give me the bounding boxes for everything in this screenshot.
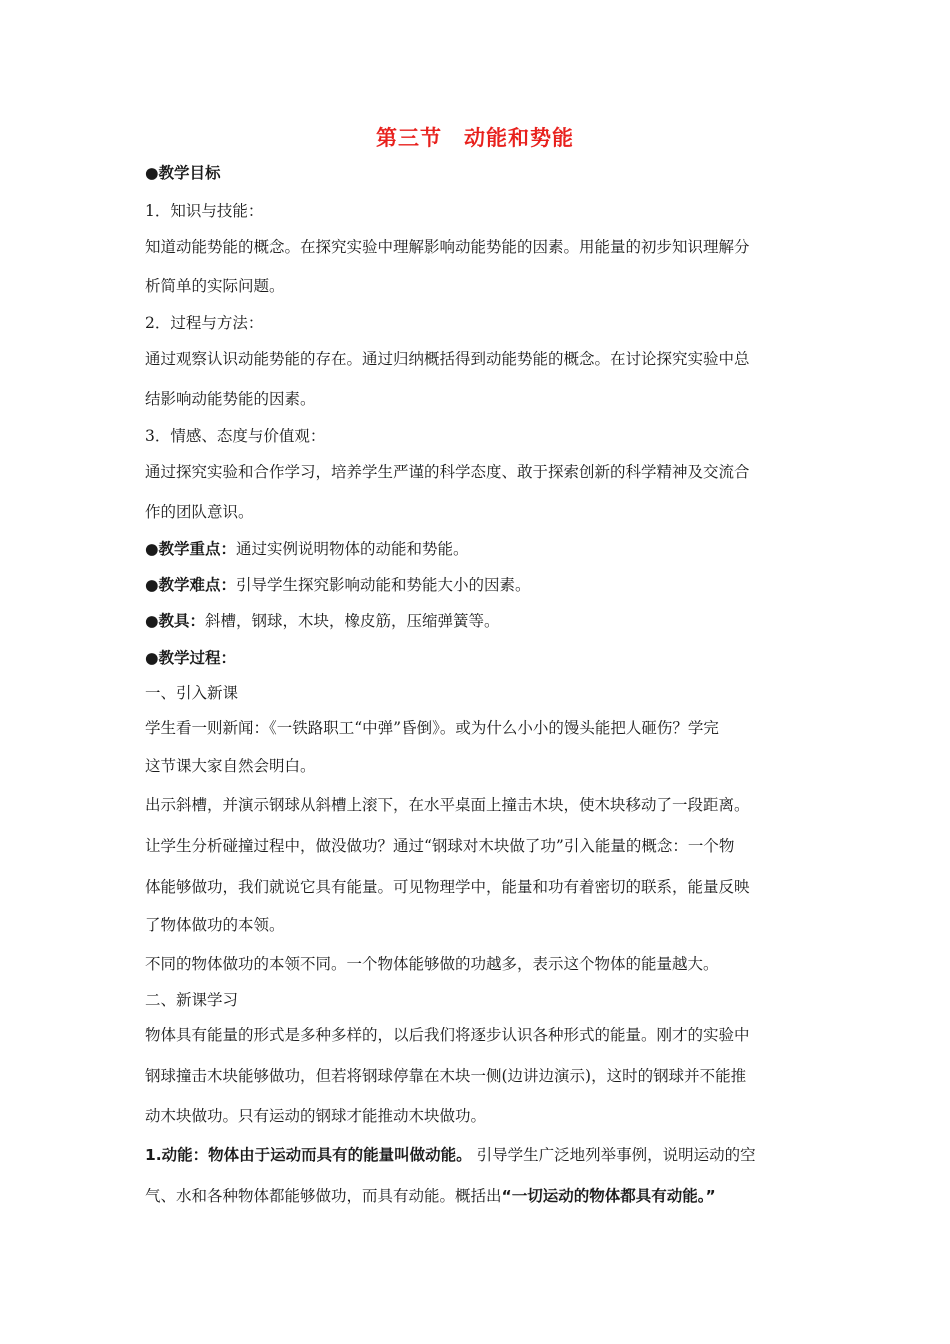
objective-1-text-line2: 析简单的实际问题。 bbox=[145, 277, 285, 295]
objective-1-text-line1: 知道动能势能的概念。在探究实验中理解影响动能势能的因素。用能量的初步知识理解分 bbox=[145, 238, 750, 256]
tools bbox=[145, 611, 815, 631]
kinetic-energy-definition: 1.动能：物体由于运动而具有的能量叫做动能。 bbox=[145, 1146, 472, 1164]
objectives-heading: ●教学目标 bbox=[145, 164, 221, 182]
kinetic-energy-conclusion: “一切运动的物体都具有动能。” bbox=[501, 1187, 716, 1205]
paragraph-3-line3: 了物体做功的本领。 bbox=[145, 916, 285, 934]
paragraph-6-line2 bbox=[145, 1186, 815, 1206]
key-point bbox=[145, 539, 815, 559]
objective-3-text-line2: 作的团队意识。 bbox=[145, 503, 254, 521]
paragraph-1-line1: 学生看一则新闻：《一铁路职工“中弹”昏倒》。或为什么小小的馒头能把人砸伤？学完 bbox=[145, 719, 719, 737]
paragraph-6-line1 bbox=[145, 1145, 815, 1165]
objective-2-text-line2: 结影响动能势能的因素。 bbox=[145, 390, 316, 408]
paragraph-3-line2: 体能够做功，我们就说它具有能量。可见物理学中，能量和功有着密切的联系，能量反映 bbox=[145, 878, 750, 896]
paragraph-5-line1: 物体具有能量的形式是多种多样的，以后我们将逐步认识各种形式的能量。刚才的实验中 bbox=[145, 1026, 750, 1044]
paragraph-5-line3: 动木块做功。只有运动的钢球才能推动木块做功。 bbox=[145, 1107, 487, 1125]
paragraph-3-line1: 让学生分析碰撞过程中，做没做功？通过“钢球对木块做了功”引入能量的概念：一个物 bbox=[145, 837, 735, 855]
difficulty-text: 引导学生探究影响动能和势能大小的因素。 bbox=[236, 576, 531, 594]
paragraph-6-line2-start: 气、水和各种物体都能够做功，而具有动能。概括出 bbox=[145, 1187, 502, 1205]
difficulty-label: ●教学难点： bbox=[145, 576, 237, 594]
objective-2-text-line1: 通过观察认识动能势能的存在。通过归纳概括得到动能势能的概念。在讨论探究实验中总 bbox=[145, 350, 750, 368]
page-title: 第三节 动能和势能 bbox=[376, 126, 574, 150]
difficulty bbox=[145, 575, 815, 595]
objective-3-label: 3．情感、态度与价值观： bbox=[145, 427, 326, 445]
paragraph-6-rest: 引导学生广泛地列举事例，说明运动的空 bbox=[471, 1146, 756, 1164]
key-point-text: 通过实例说明物体的动能和势能。 bbox=[236, 540, 469, 558]
objective-3-text-line1: 通过探究实验和合作学习，培养学生严谨的科学态度、敢于探索创新的科学精神及交流合 bbox=[145, 463, 750, 481]
paragraph-1-line2: 这节课大家自然会明白。 bbox=[145, 757, 316, 775]
objective-2-label: 2．过程与方法： bbox=[145, 314, 264, 332]
section-2-heading: 二、新课学习 bbox=[145, 991, 239, 1009]
key-point-label: ●教学重点： bbox=[145, 540, 237, 558]
section-1-heading: 一、引入新课 bbox=[145, 684, 239, 702]
paragraph-5-line2: 钢球撞击木块能够做功，但若将钢球停靠在木块一侧(边讲边演示)，这时的钢球并不能推 bbox=[145, 1067, 747, 1085]
tools-label: ●教具： bbox=[145, 612, 206, 630]
tools-text: 斜槽，钢球，木块，橡皮筋，压缩弹簧等。 bbox=[205, 612, 500, 630]
paragraph-4-line1: 不同的物体做功的本领不同。一个物体能够做的功越多，表示这个物体的能量越大。 bbox=[145, 955, 719, 973]
paragraph-2-line1: 出示斜槽，并演示钢球从斜槽上滚下，在水平桌面上撞击木块，使木块移动了一段距离。 bbox=[145, 796, 750, 814]
objective-1-label: 1．知识与技能： bbox=[145, 202, 264, 220]
process-heading: ●教学过程： bbox=[145, 649, 237, 667]
